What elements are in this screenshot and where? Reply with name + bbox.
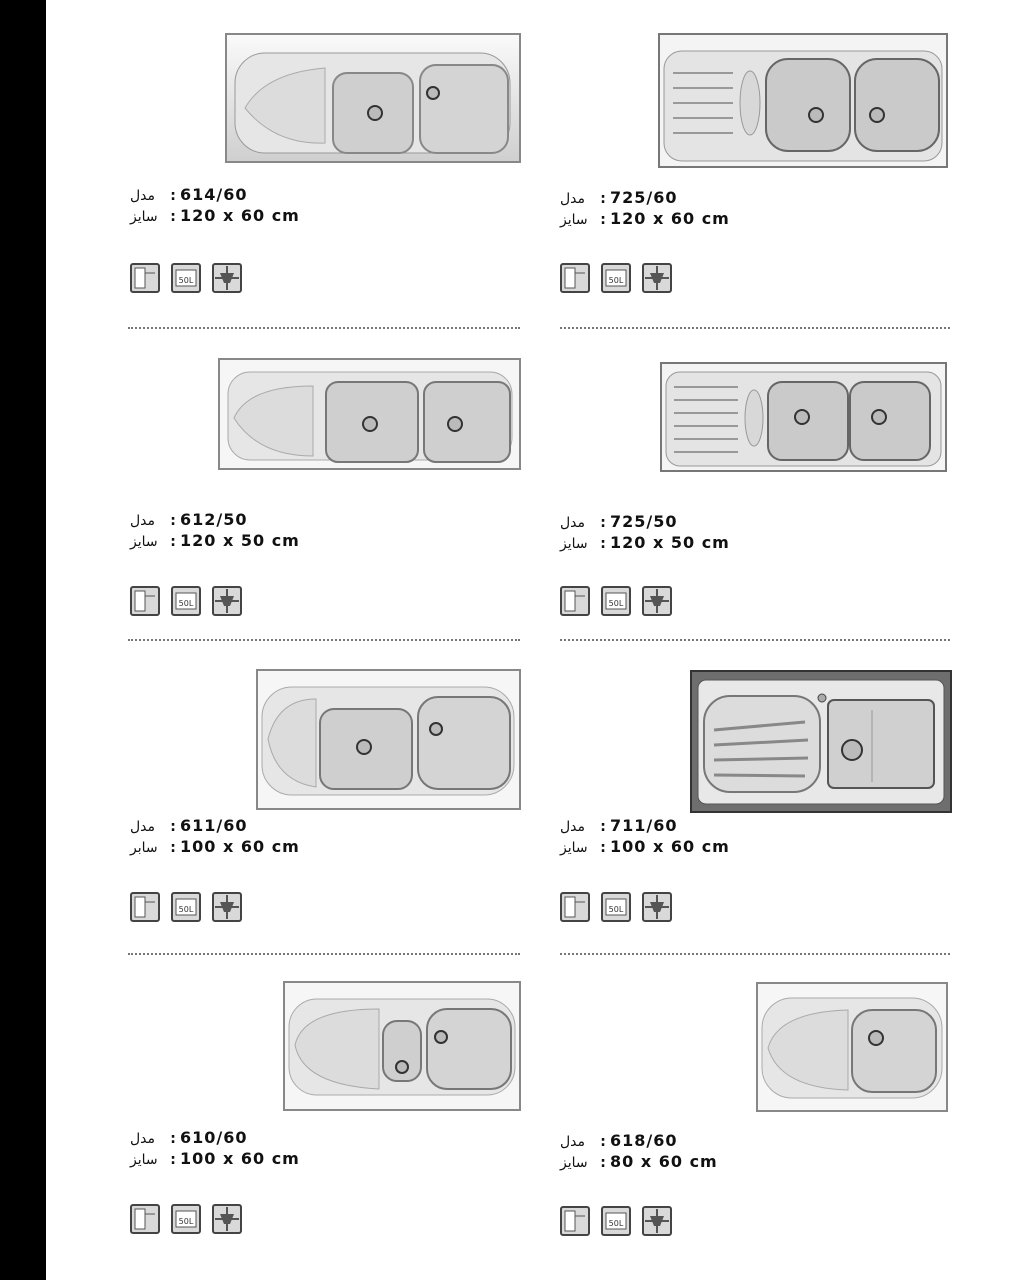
model-number: 610/60 bbox=[180, 1128, 248, 1147]
sink-image bbox=[225, 33, 521, 163]
dotted-divider bbox=[128, 327, 520, 329]
installation-icon bbox=[130, 892, 160, 922]
sink-image bbox=[660, 362, 947, 472]
capacity-icon bbox=[171, 892, 201, 922]
size-label: سایز bbox=[560, 536, 588, 552]
installation-icon bbox=[130, 586, 160, 616]
size-label: سابر bbox=[130, 840, 158, 856]
sink-image bbox=[658, 33, 948, 168]
size-label: سایز bbox=[130, 209, 158, 225]
installation-icon bbox=[560, 586, 590, 616]
model-number: 612/50 bbox=[180, 510, 248, 529]
model-label: مدل bbox=[560, 819, 586, 835]
model-number: 614/60 bbox=[180, 185, 248, 204]
size-label: سایز bbox=[130, 534, 158, 550]
size-value: 100 x 60 cm bbox=[180, 837, 300, 856]
left-black-band bbox=[0, 0, 46, 1280]
size-label: سایز bbox=[560, 212, 588, 228]
faucet-mount-icon bbox=[642, 1206, 672, 1236]
sink-image bbox=[756, 982, 948, 1112]
model-label: مدل bbox=[130, 513, 156, 529]
capacity-icon bbox=[171, 1204, 201, 1234]
model-number: 725/60 bbox=[610, 188, 678, 207]
model-label: مدل bbox=[130, 188, 156, 204]
capacity-icon bbox=[601, 1206, 631, 1236]
capacity-icon bbox=[601, 263, 631, 293]
capacity-icon bbox=[601, 586, 631, 616]
model-label: مدل bbox=[130, 1131, 156, 1147]
size-value: 120 x 50 cm bbox=[610, 533, 730, 552]
faucet-mount-icon bbox=[212, 263, 242, 293]
model-label: مدل bbox=[560, 1134, 586, 1150]
capacity-text: 50L bbox=[178, 276, 194, 285]
capacity-icon bbox=[601, 892, 631, 922]
size-label: سایز bbox=[560, 1155, 588, 1171]
installation-icon bbox=[130, 1204, 160, 1234]
faucet-mount-icon bbox=[212, 892, 242, 922]
model-number: 711/60 bbox=[610, 816, 678, 835]
dotted-divider bbox=[560, 639, 950, 641]
installation-icon bbox=[560, 1206, 590, 1236]
sink-image bbox=[256, 669, 521, 810]
faucet-mount-icon bbox=[642, 892, 672, 922]
sink-image bbox=[690, 670, 952, 813]
model-label: مدل bbox=[560, 191, 586, 207]
faucet-mount-icon bbox=[642, 263, 672, 293]
size-value: 100 x 60 cm bbox=[610, 837, 730, 856]
dotted-divider bbox=[128, 953, 520, 955]
size-value: 80 x 60 cm bbox=[610, 1152, 718, 1171]
model-number: 725/50 bbox=[610, 512, 678, 531]
installation-icon bbox=[130, 263, 160, 293]
faucet-mount-icon bbox=[212, 1204, 242, 1234]
faucet-mount-icon bbox=[642, 586, 672, 616]
size-value: 100 x 60 cm bbox=[180, 1149, 300, 1168]
model-number: 611/60 bbox=[180, 816, 248, 835]
capacity-text: 50L bbox=[608, 599, 624, 608]
size-label: سایز bbox=[560, 840, 588, 856]
installation-icon bbox=[560, 263, 590, 293]
capacity-icon bbox=[171, 263, 201, 293]
size-label: سایز bbox=[130, 1152, 158, 1168]
dotted-divider bbox=[560, 327, 950, 329]
faucet-mount-icon bbox=[212, 586, 242, 616]
capacity-text: 50L bbox=[608, 276, 624, 285]
capacity-icon bbox=[171, 586, 201, 616]
sink-image bbox=[283, 981, 521, 1111]
dotted-divider bbox=[560, 953, 950, 955]
model-label: مدل bbox=[130, 819, 156, 835]
size-value: 120 x 60 cm bbox=[610, 209, 730, 228]
capacity-text: 50L bbox=[608, 905, 624, 914]
sink-image bbox=[218, 358, 521, 470]
dotted-divider bbox=[128, 639, 520, 641]
capacity-text: 50L bbox=[608, 1219, 624, 1228]
model-label: مدل bbox=[560, 515, 586, 531]
size-value: 120 x 60 cm bbox=[180, 206, 300, 225]
capacity-text: 50L bbox=[178, 905, 194, 914]
model-number: 618/60 bbox=[610, 1131, 678, 1150]
size-value: 120 x 50 cm bbox=[180, 531, 300, 550]
capacity-text: 50L bbox=[178, 1217, 194, 1226]
capacity-text: 50L bbox=[178, 599, 194, 608]
installation-icon bbox=[560, 892, 590, 922]
